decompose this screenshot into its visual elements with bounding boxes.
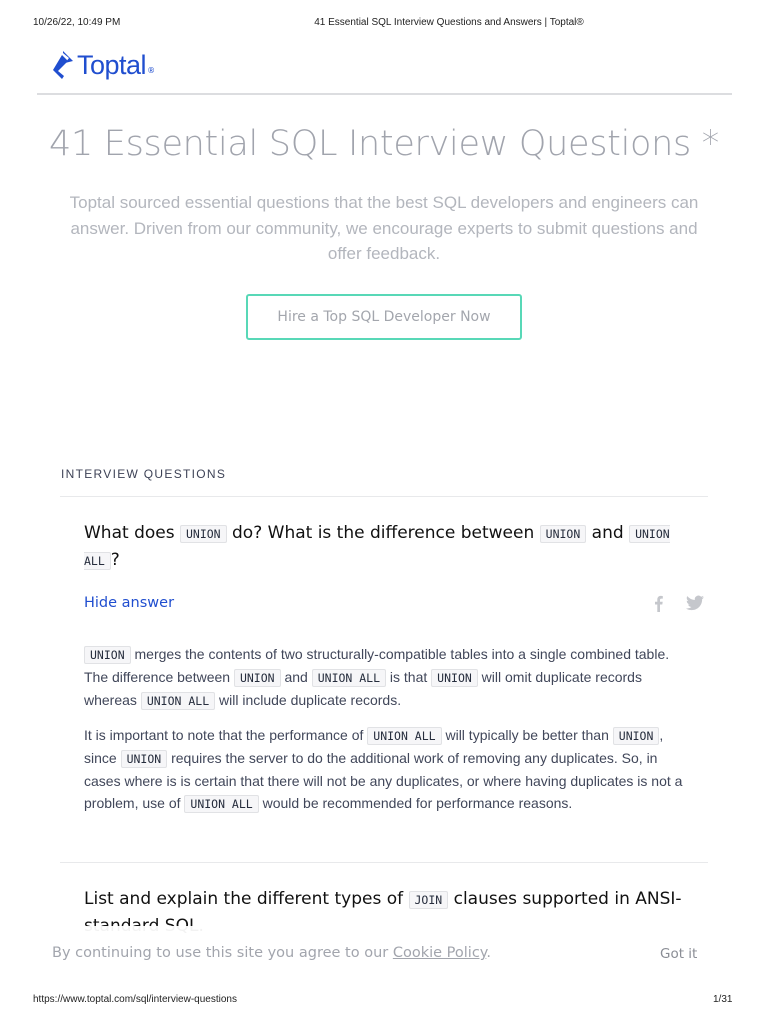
cookie-message: By continuing to use this site you agree to our Cookie Policy. — [52, 945, 491, 961]
hide-answer-link[interactable]: Hide answer — [84, 595, 175, 611]
code-snippet: UNION ALL — [312, 669, 386, 687]
header-divider — [37, 93, 732, 95]
facebook-icon[interactable] — [652, 595, 664, 612]
code-snippet: UNION — [121, 750, 168, 768]
print-doc-title: 41 Essential SQL Interview Questions and Answers | Toptal® — [314, 17, 584, 28]
toptal-logo[interactable] — [52, 49, 155, 81]
cookie-accept-button[interactable]: Got it — [660, 946, 698, 962]
code-snippet: UNION — [613, 727, 660, 745]
code-snippet: UNION — [540, 525, 587, 543]
share-icons — [652, 595, 704, 612]
answer-paragraph-2: It is important to note that the performance of UNION ALL will typically be better than UNION , since UNION requires the server to do the additional work of removing any duplicates. So, in cases where is is certain that there will not be any duplicates, or where having duplicates is not a problem, use of UNION ALL would be recommended for performance reasons. — [84, 727, 683, 811]
code-snippet: UNION ALL — [84, 527, 670, 568]
code-snippet: JOIN — [409, 891, 449, 909]
section-divider — [60, 496, 708, 497]
twitter-icon[interactable] — [686, 595, 704, 611]
hire-developer-button[interactable]: Hire a Top SQL Developer Now — [246, 294, 522, 340]
section-label: INTERVIEW QUESTIONS — [61, 467, 227, 481]
code-snippet: UNION ALL — [184, 795, 258, 813]
code-snippet: UNION ALL — [367, 727, 441, 745]
page-subtitle: Toptal sourced essential questions that the best SQL developers and engineers can answer. Driven from our community, we encourage experts to submit questions and offer feedback. — [69, 193, 699, 263]
print-url: https://www.toptal.com/sql/interview-questions — [33, 994, 237, 1005]
print-page-number: 1/31 — [713, 994, 733, 1005]
code-snippet: UNION — [431, 669, 478, 687]
code-snippet: UNION — [84, 646, 131, 664]
toptal-logo-icon — [52, 50, 74, 80]
question-2-title: List and explain the different types of JOIN clauses supported in ANSI- — [84, 889, 682, 909]
cookie-policy-link[interactable]: Cookie Policy — [392, 945, 487, 961]
print-datetime: 10/26/22, 10:49 PM — [33, 17, 121, 28]
code-snippet: UNION — [180, 525, 227, 543]
answer-paragraph-1: UNION merges the contents of two structurally-compatible tables into a single combined table. The difference between UNION and UNION ALL is that UNION will omit duplicate records whereas UNION ALL will include duplicate records. — [84, 646, 670, 708]
code-snippet: UNION — [234, 669, 281, 687]
logo-registered-mark: ® — [147, 66, 156, 75]
code-snippet: UNION ALL — [141, 692, 215, 710]
logo-wordmark: Toptal — [77, 49, 147, 80]
question-1-title: What does UNION do? What is the difference between UNION and UNION ALL ? — [84, 523, 670, 570]
question-divider — [60, 862, 708, 863]
page-title: 41 Essential SQL Interview Questions * — [49, 124, 719, 164]
